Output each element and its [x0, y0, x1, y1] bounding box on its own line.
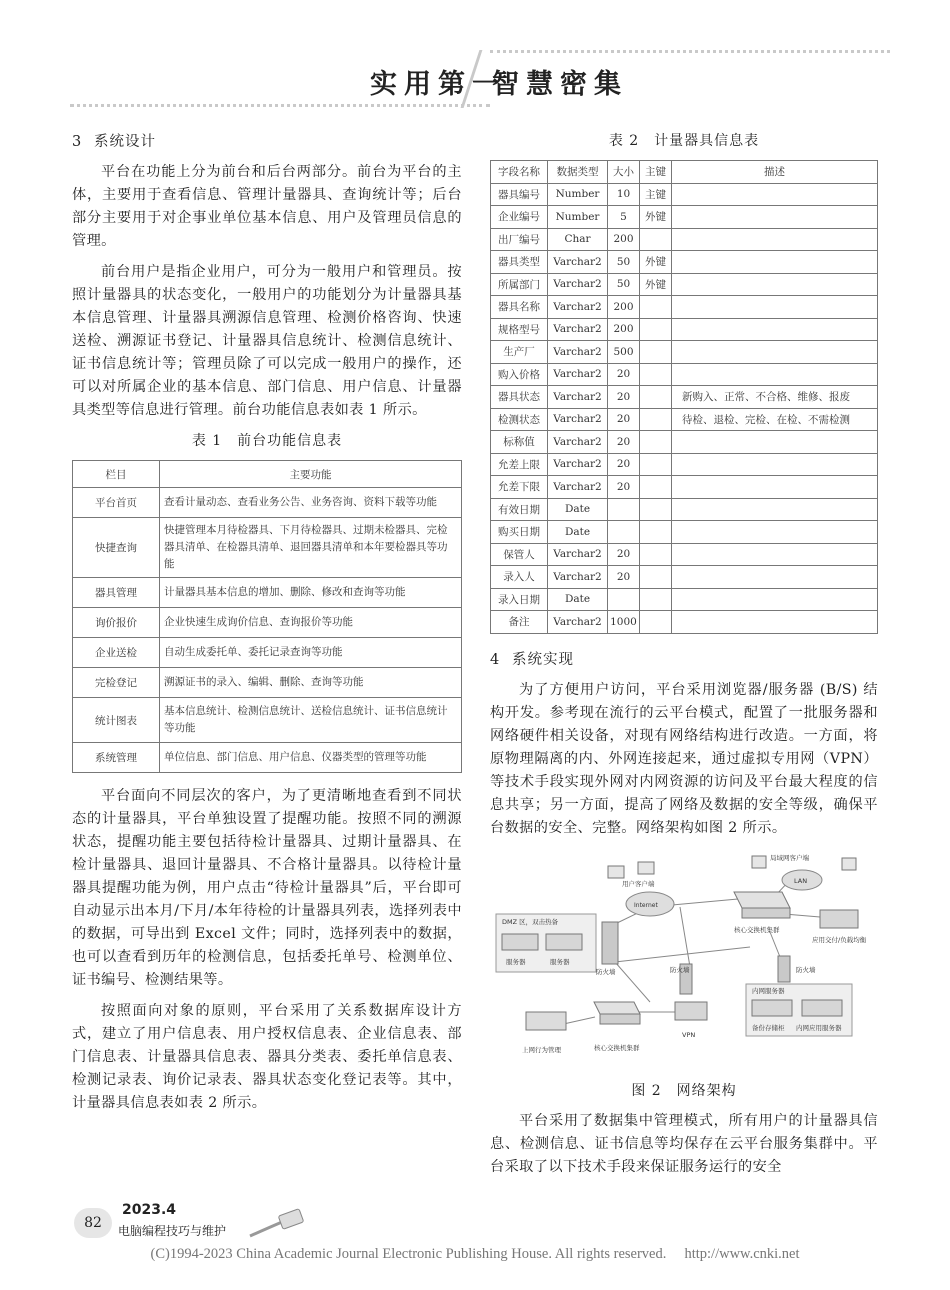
table-cell: 新购入、正常、不合格、维修、报废	[672, 386, 878, 409]
table-cell	[672, 341, 878, 364]
table-cell	[672, 566, 878, 589]
table-cell: 录入人	[491, 566, 548, 589]
paragraph: 前台用户是指企业用户，可分为一般用户和管理员。按照计量器具的状态变化，一般用户的功能划分为计量器具基本信息管理、计量器具溯源信息管理、检测价格咨询、快速送检、溯源证书登记、计量器具信息统计、检测信息统计、证书信息统计等；管理员除了可以完成一般用户的操作，还可以对所属企业的基本信息、部门信息、用户信息、计量器具类型等信息进行管理。前台功能信息表如表 1 所示。	[72, 264, 462, 418]
table-cell	[672, 296, 878, 319]
table-row	[73, 608, 462, 638]
app-lb-label: 应用交付/负载均衡	[812, 935, 867, 944]
table-cell: 购入价格	[491, 363, 548, 386]
intranet-app-label: 内网应用服务器	[796, 1023, 842, 1032]
table-cell	[672, 476, 878, 499]
table-row	[491, 206, 878, 229]
server-label: 服务器	[550, 957, 570, 966]
table-cell: 出厂编号	[491, 228, 548, 251]
table-cell: 快捷查询	[73, 518, 160, 578]
table-row	[491, 408, 878, 431]
table-cell: 计量器具基本信息的增加、删除、修改和查询等功能	[160, 578, 462, 608]
table-cell: Varchar2	[548, 476, 608, 499]
computer-icon	[842, 858, 856, 870]
table-cell: Varchar2	[548, 408, 608, 431]
appliance-icon	[526, 1012, 566, 1030]
table-cell: 生产厂	[491, 341, 548, 364]
table-cell: 20	[608, 543, 640, 566]
table-header-cell: 大小	[608, 161, 640, 184]
table-cell	[640, 341, 672, 364]
table-cell: 完检登记	[73, 668, 160, 698]
table-cell	[640, 543, 672, 566]
table-cell: 主键	[640, 183, 672, 206]
switch-icon	[742, 908, 790, 918]
table-cell: 器具管理	[73, 578, 160, 608]
table-cell: 标称值	[491, 431, 548, 454]
table-cell: Date	[548, 588, 608, 611]
table-cell: Varchar2	[548, 453, 608, 476]
table-cell: 500	[608, 341, 640, 364]
table-cell	[672, 431, 878, 454]
table-cell	[672, 206, 878, 229]
table-cell: 系统管理	[73, 743, 160, 773]
table-cell: 20	[608, 453, 640, 476]
table-row	[491, 521, 878, 544]
table-cell: Varchar2	[548, 363, 608, 386]
table-row	[491, 296, 878, 319]
section-number: 4	[490, 651, 501, 668]
table-cell	[672, 251, 878, 274]
table-header-cell: 字段名称	[491, 161, 548, 184]
table-cell: 200	[608, 296, 640, 319]
table-cell	[640, 386, 672, 409]
table-cell: 20	[608, 408, 640, 431]
table-cell	[640, 476, 672, 499]
vpn-icon	[675, 1002, 707, 1020]
table-row	[73, 698, 462, 743]
table-cell	[640, 498, 672, 521]
server-icon	[820, 910, 858, 928]
table-row	[491, 273, 878, 296]
computer-icon	[752, 856, 766, 868]
firewall-icon	[602, 922, 618, 964]
table-row	[491, 476, 878, 499]
table-cell: 外键	[640, 206, 672, 229]
table-cell: Varchar2	[548, 543, 608, 566]
table-cell: 器具类型	[491, 251, 548, 274]
table-cell: 允差上限	[491, 453, 548, 476]
table-cell: Date	[548, 521, 608, 544]
table-row	[491, 611, 878, 634]
table-row	[73, 638, 462, 668]
table-header-cell: 主键	[640, 161, 672, 184]
backup-label: 备份存储柜	[752, 1023, 785, 1032]
table-row	[491, 566, 878, 589]
table-cell: 器具状态	[491, 386, 548, 409]
table-cell: Varchar2	[548, 611, 608, 634]
paragraph: 为了方便用户访问，平台采用浏览器/服务器 (B/S) 结构开发。参考现在流行的云平台模式，配置了一批服务器和网络硬件相关设备，对现有网络结构进行改造。一方面，将原物理隔离的内、外网连接起来，通过虚拟专用网（VPN）等技术手段实现外网对内网资源的访问及平台最大程度的信息共享；另一方面，提高了网络及数据的安全等级，确保平台数据的安全、完整。网络架构如图 2 所示。	[490, 681, 878, 836]
table-header-cell: 栏目	[73, 461, 160, 488]
table-cell	[640, 228, 672, 251]
paragraph: 按照面向对象的原则，平台采用了关系数据库设计方式，建立了用户信息表、用户授权信息表、企业信息表、部门信息表、计量器具信息表、器具分类表、委托单信息表、检测记录表、询价记录表、器具状态变化登记表等。其中，计量器具信息表如表 2 所示。	[72, 1003, 462, 1111]
table-cell: Date	[548, 498, 608, 521]
table-cell: 单位信息、部门信息、用户信息、仪器类型的管理等功能	[160, 743, 462, 773]
table-cell: 企业快速生成询价信息、查询报价等功能	[160, 608, 462, 638]
table-cell: 器具名称	[491, 296, 548, 319]
table-cell	[608, 521, 640, 544]
table-cell: 保管人	[491, 543, 548, 566]
lan-label: LAN	[794, 876, 808, 885]
page-header	[0, 0, 950, 110]
core-switch-label: 核心交换机集群	[594, 1043, 640, 1052]
table-row	[491, 363, 878, 386]
section-title: 系统实现	[512, 651, 574, 668]
section-3-heading	[72, 130, 462, 151]
table-row	[491, 453, 878, 476]
header-brand-right: 智慧密集	[492, 69, 628, 100]
table-cell	[640, 453, 672, 476]
table-cell: Varchar2	[548, 273, 608, 296]
table-cell	[640, 363, 672, 386]
table-cell: Varchar2	[548, 296, 608, 319]
table-cell	[672, 611, 878, 634]
table-cell: 10	[608, 183, 640, 206]
behavior-label: 上网行为管理	[522, 1045, 561, 1054]
table2-caption: 表 2 计量器具信息表	[608, 133, 760, 149]
table-cell: 溯源证书的录入、编辑、删除、查询等功能	[160, 668, 462, 698]
table-cell	[672, 228, 878, 251]
computer-icon	[608, 866, 624, 878]
table-cell: 器具编号	[491, 183, 548, 206]
internet-label: Internet	[634, 901, 658, 909]
left-column	[72, 130, 462, 1123]
table-row	[491, 341, 878, 364]
core-switch-label: 核心交换机集群	[734, 925, 780, 934]
table-cell	[672, 183, 878, 206]
table-cell: 200	[608, 318, 640, 341]
table-cell: 规格型号	[491, 318, 548, 341]
figure2-caption: 图 2 网络架构	[631, 1082, 737, 1099]
table-cell: 外键	[640, 251, 672, 274]
table-cell	[672, 453, 878, 476]
page-number: 82	[74, 1208, 112, 1238]
table-cell	[672, 318, 878, 341]
table-cell	[640, 296, 672, 319]
table-cell	[608, 498, 640, 521]
table-cell: 50	[608, 251, 640, 274]
table-cell: Number	[548, 206, 608, 229]
table-cell: 平台首页	[73, 488, 160, 518]
firewall-label: 防火墙	[796, 965, 816, 974]
table-row	[491, 431, 878, 454]
table-header-cell: 主要功能	[160, 461, 462, 488]
table-cell: Varchar2	[548, 251, 608, 274]
table-cell: 快捷管理本月待检器具、下月待检器具、过期未检器具、完检器具清单、在检器具清单、退回器具清单和本年要检器具等功能	[160, 518, 462, 578]
section-number: 3	[72, 134, 83, 150]
table-cell	[672, 588, 878, 611]
table-cell: 5	[608, 206, 640, 229]
table-cell: 外键	[640, 273, 672, 296]
table-cell: 20	[608, 363, 640, 386]
table-cell: 查看计量动态、查看业务公告、业务咨询、资料下载等功能	[160, 488, 462, 518]
table-cell	[640, 521, 672, 544]
table-cell: 购买日期	[491, 521, 548, 544]
table2-body	[491, 183, 878, 633]
table-row	[491, 183, 878, 206]
table-cell	[640, 431, 672, 454]
table-row	[491, 228, 878, 251]
server-icon	[802, 1000, 842, 1016]
table-cell: 200	[608, 228, 640, 251]
switch-icon	[734, 892, 790, 908]
table-row	[491, 318, 878, 341]
table-cell: 备注	[491, 611, 548, 634]
table-cell: Varchar2	[548, 318, 608, 341]
table-row	[491, 588, 878, 611]
table-row	[491, 498, 878, 521]
table-row	[491, 386, 878, 409]
table-cell	[672, 498, 878, 521]
table-cell: 50	[608, 273, 640, 296]
table-header-cell: 描述	[672, 161, 878, 184]
firewall-label: 防火墙	[596, 967, 616, 976]
server-icon	[502, 934, 538, 950]
table-cell: 待检、退检、完检、在检、不需检测	[672, 408, 878, 431]
copyright-notice: (C)1994-2023 China Academic Journal Electronic Publishing House. All rights reserved. http://www.cnki.net	[150, 1246, 800, 1262]
table-row	[73, 743, 462, 773]
computer-icon	[638, 862, 654, 874]
table-cell: Varchar2	[548, 566, 608, 589]
journal-name: 电脑编程技巧与维护	[118, 1224, 227, 1238]
table-cell: Char	[548, 228, 608, 251]
table-cell: 检测状态	[491, 408, 548, 431]
server-icon	[546, 934, 582, 950]
header-brand-left: 实用第一	[370, 69, 506, 100]
vpn-label: VPN	[682, 1030, 696, 1039]
table-cell: 有效日期	[491, 498, 548, 521]
table1-caption: 表 1 前台功能信息表	[191, 433, 343, 449]
table-cell: Number	[548, 183, 608, 206]
table-cell	[640, 588, 672, 611]
table-cell	[640, 408, 672, 431]
table-cell: 20	[608, 476, 640, 499]
table-row	[73, 668, 462, 698]
paragraph: 平台面向不同层次的客户，为了更清晰地查看到不同状态的计量器具，平台单独设置了提醒功能。按照不同的溯源状态，提醒功能主要包括待检计量器具、过期计量器具、在检计量器具、退回计量器具、不合格计量器具。以待检计量器具提醒功能为例，用户点击“待检计量器具”后，平台即可自动显示出本月/下月/本年待检的计量器具列表，选择列表中的数据，可导出到 Excel 文件；同时，选择列表中的数据，也可以查看到历年的检测信息，包括委托单号、检测单位、证书编号、检测结果等。	[72, 788, 462, 988]
table-row	[491, 251, 878, 274]
table1	[72, 460, 462, 773]
network-architecture-figure	[490, 852, 878, 1074]
table-row	[491, 543, 878, 566]
table-cell	[672, 521, 878, 544]
table-cell	[640, 611, 672, 634]
table-cell: Varchar2	[548, 431, 608, 454]
user-client-label: 用户客户端	[622, 879, 655, 888]
paragraph: 平台在功能上分为前台和后台两部分。前台为平台的主体，主要用于查看信息、管理计量器具、查询统计等；后台部分主要用于对企事业单位基本信息、用户及管理员信息的管理。	[72, 164, 462, 249]
table-header-cell: 数据类型	[548, 161, 608, 184]
switch-icon	[594, 1002, 640, 1014]
table-cell: Varchar2	[548, 341, 608, 364]
switch-icon	[600, 1014, 640, 1024]
table-cell: 询价报价	[73, 608, 160, 638]
server-label: 服务器	[506, 957, 526, 966]
table-cell	[608, 588, 640, 611]
intranet-label: 内网服务器	[752, 986, 785, 995]
table-cell: 录入日期	[491, 588, 548, 611]
table-cell: 所属部门	[491, 273, 548, 296]
section-4-heading	[490, 648, 878, 669]
lan-client-label: 局域网客户端	[770, 853, 809, 862]
paragraph: 平台采用了数据集中管理模式，所有用户的计量器具信息、检测信息、证书信息等均保存在云平台服务集群中。平台采取了以下技术手段来保证服务运行的安全	[490, 1112, 878, 1175]
section-title: 系统设计	[94, 134, 156, 150]
issue-number: 2023.4	[122, 1202, 177, 1218]
right-column	[490, 130, 878, 1187]
firewall-icon	[778, 956, 790, 982]
table-cell: 允差下限	[491, 476, 548, 499]
table-cell: 基本信息统计、检测信息统计、送检信息统计、证书信息统计等功能	[160, 698, 462, 743]
table-row	[73, 578, 462, 608]
header-dotted-line-bottom	[70, 104, 490, 107]
table-cell	[672, 363, 878, 386]
table-cell	[640, 318, 672, 341]
table-cell: Varchar2	[548, 386, 608, 409]
table-cell: 自动生成委托单、委托记录查询等功能	[160, 638, 462, 668]
cable-icon	[248, 1208, 308, 1242]
table2	[490, 160, 878, 634]
table-row	[73, 518, 462, 578]
firewall-label: 防火墙	[670, 965, 690, 974]
table-cell: 企业编号	[491, 206, 548, 229]
table-cell: 20	[608, 566, 640, 589]
table-cell: 企业送检	[73, 638, 160, 668]
dmz-label: DMZ 区，双击热备	[502, 917, 559, 926]
table-row	[73, 488, 462, 518]
table-cell: 20	[608, 386, 640, 409]
table-cell	[672, 543, 878, 566]
table-cell: 统计图表	[73, 698, 160, 743]
table-cell	[640, 566, 672, 589]
server-icon	[752, 1000, 792, 1016]
table-cell: 1000	[608, 611, 640, 634]
header-dotted-line-top	[490, 50, 890, 53]
table-cell	[672, 273, 878, 296]
table-cell: 20	[608, 431, 640, 454]
